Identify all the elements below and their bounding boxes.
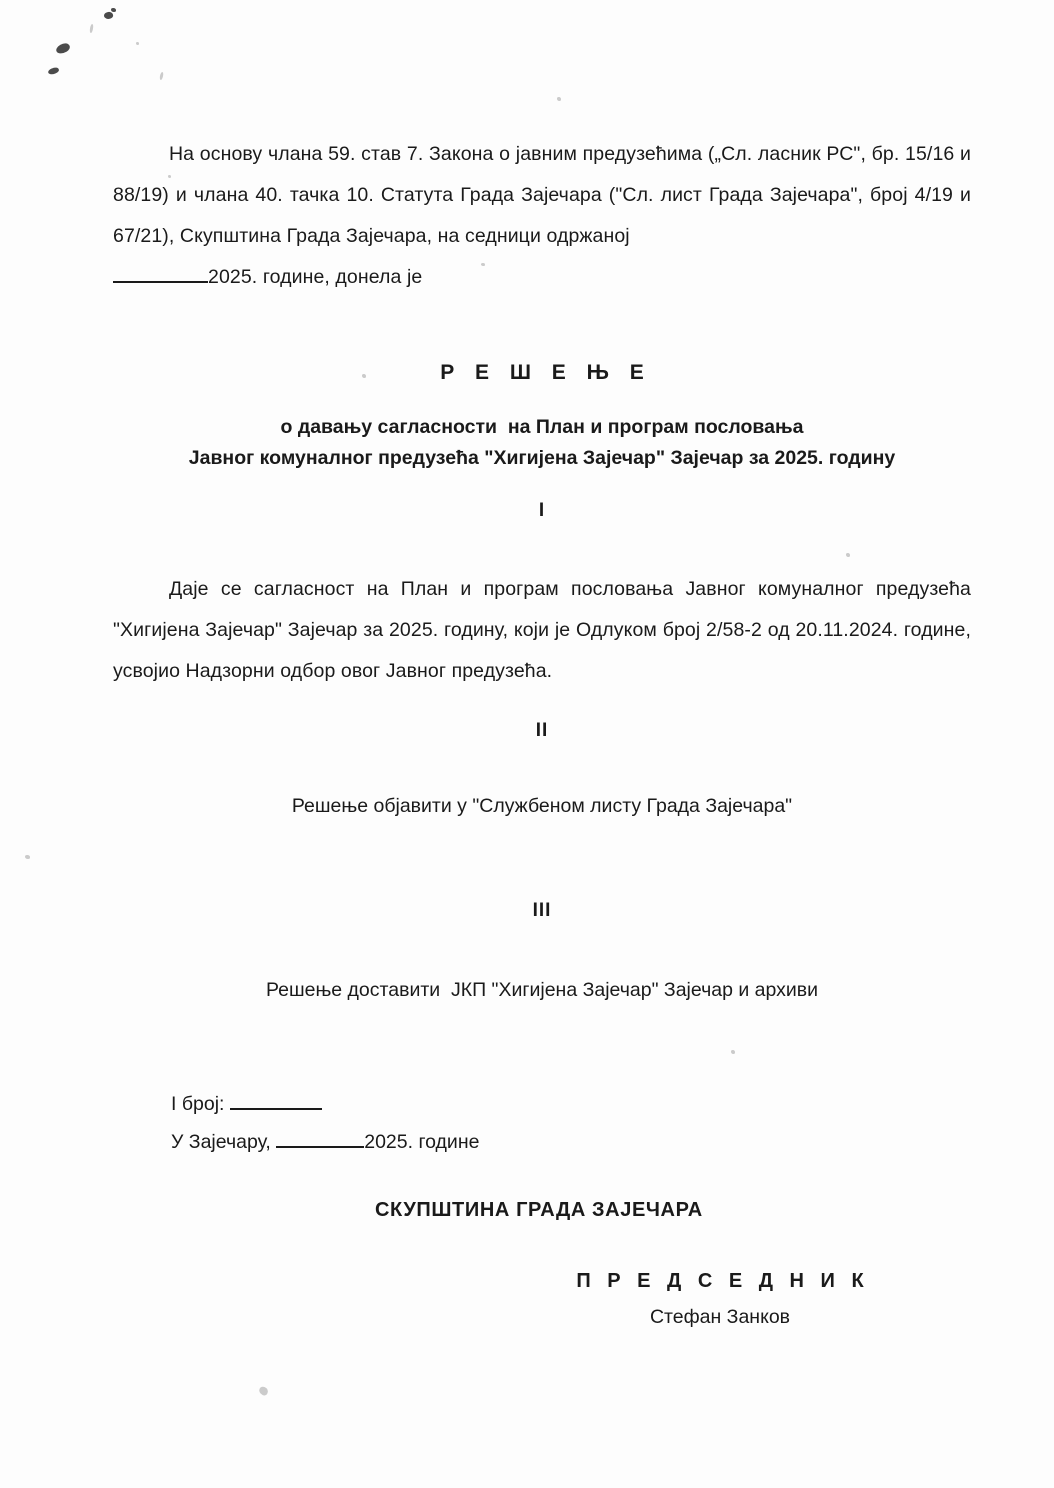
section-2-body-block: [113, 791, 971, 821]
section-3-body-block: [113, 975, 971, 1005]
preamble-block: [113, 134, 971, 298]
footer-place-line: [171, 1123, 479, 1161]
scan-speck-icon: [55, 41, 72, 56]
section-1-body: Даје се сагласност на План и програм пословања Јавног комуналног предузећа "Хигијена Зајечар" Зајечар за 2025. годину, који је Одлуком број 2/58-2 од 20.11.2024. године, усвојио Надзорни одбор овог Јавног предузећа.: [113, 578, 971, 682]
section-3-numeral-block: [113, 900, 971, 922]
preamble-paragraph: На основу члана 59. став 7. Закона о јавним предузећима („Сл. ласник РС", бр. 15/16 и 88/19) и члана 40. тачка 10. Статута Града Зајечара ("Сл. лист Града Зајечара", број 4/19 и 67/21), Скупштина Града Зајечара, на седници одржаној: [113, 143, 971, 247]
section-2-numeral-block: [113, 720, 971, 742]
footer-date-blank[interactable]: [276, 1146, 364, 1148]
scan-speck-icon: [89, 24, 94, 33]
preamble-date-line: [113, 257, 971, 298]
scan-speck-icon: [25, 855, 30, 859]
scan-speck-icon: [557, 97, 561, 101]
scan-speck-icon: [111, 8, 116, 12]
subtitle-line-2: Јавног комуналног предузећа "Хигијена Зајечар" Зајечар за 2025. годину: [188, 447, 896, 469]
organization-name: СКУПШТИНА ГРАДА ЗАЈЕЧАРА: [375, 1199, 703, 1221]
section-1-numeral-block: [113, 500, 971, 522]
footer-number-blank[interactable]: [230, 1108, 322, 1110]
subtitle-block: [113, 412, 971, 474]
section-2-body: Решење објавити у "Службеном листу Града Зајечара": [291, 795, 793, 817]
scan-speck-icon: [159, 72, 164, 81]
date-blank-fill[interactable]: [113, 281, 208, 283]
scan-speck-icon: [136, 42, 139, 45]
footer-number-label: I број:: [171, 1093, 225, 1115]
section-3-body: Решење доставити ЈКП "Хигијена Зајечар" Зајечар и архиви: [265, 979, 819, 1001]
scan-speck-icon: [731, 1050, 735, 1054]
title-block: [113, 361, 971, 385]
preamble-year-text: 2025. године, донела је: [208, 266, 423, 288]
scan-speck-icon: [103, 11, 114, 20]
section-1-numeral: I: [538, 500, 546, 521]
document-title: Р Е Ш Е Њ Е: [440, 361, 652, 384]
footer-year-text: 2025. године: [364, 1131, 480, 1153]
signer-name: Стефан Занков: [649, 1306, 791, 1328]
section-3-numeral: III: [532, 900, 552, 921]
section-2-numeral: II: [535, 720, 549, 741]
scan-speck-icon: [846, 553, 850, 557]
subtitle-line-1: о давању сагласности на План и програм пословања: [280, 416, 804, 438]
footer-reference-block: [171, 1085, 479, 1161]
scan-speck-icon: [47, 66, 59, 76]
footer-place-label: У Зајечару,: [171, 1131, 271, 1153]
footer-number-line: [171, 1085, 479, 1123]
section-1-body-block: [113, 569, 971, 692]
signer-title: П Р Е Д С Е Д Н И К: [576, 1270, 870, 1292]
signature-block: [560, 1270, 880, 1329]
organization-block: [375, 1199, 703, 1222]
scan-speck-icon: [258, 1385, 270, 1396]
